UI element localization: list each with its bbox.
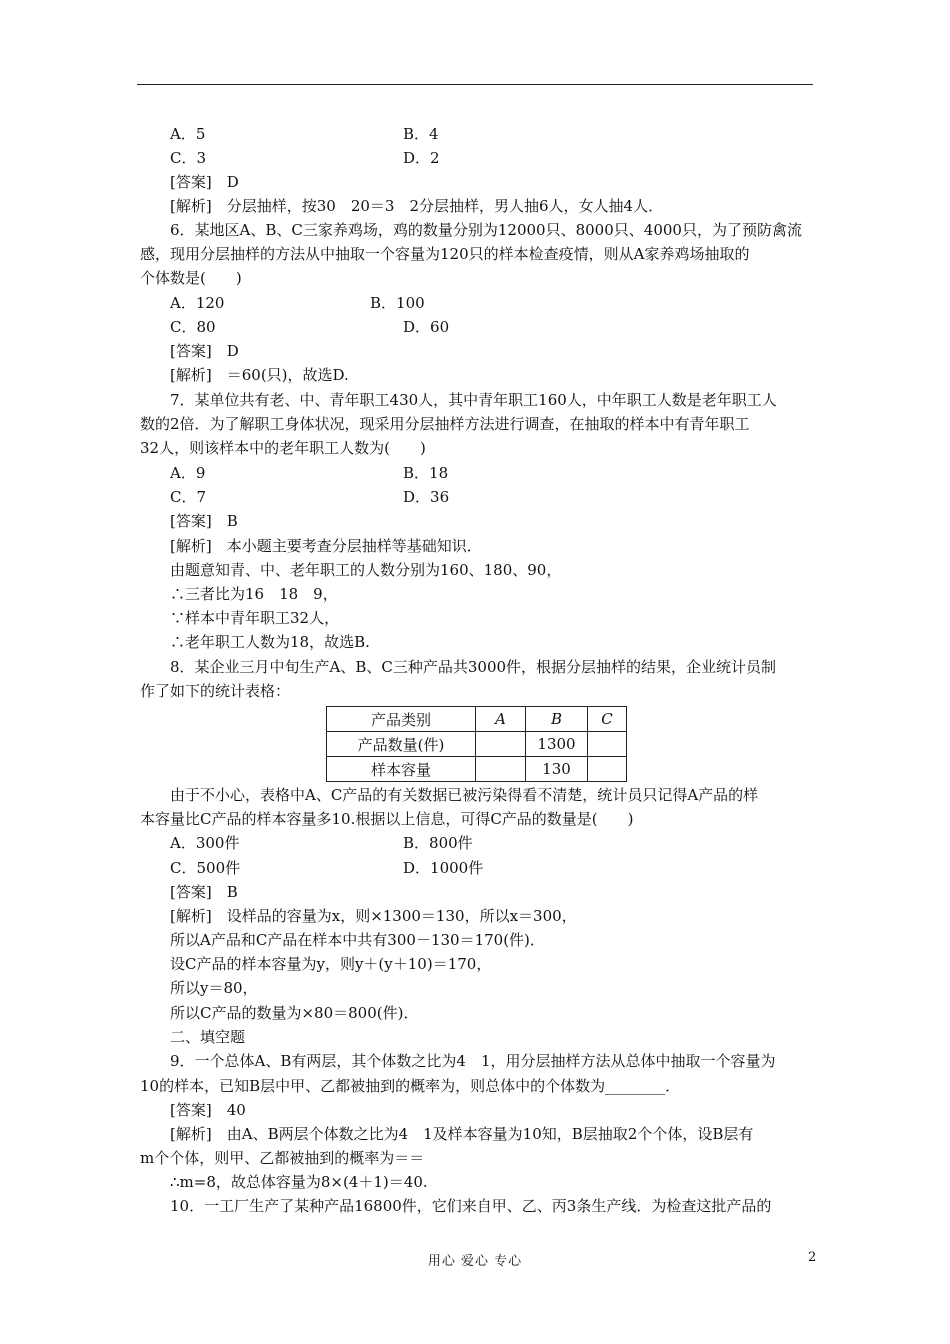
q7-solution-line-3: ∵样本中青年职工32人，: [170, 609, 340, 627]
q5-option-a: A．5: [170, 125, 206, 143]
table-cell: 产品类别: [327, 707, 476, 732]
q8-solution-line-1: 所以A产品和C产品在样本中共有300－130＝170(件)．: [170, 931, 545, 949]
q7-option-d: D．36: [403, 488, 450, 506]
q6-stem-line-3: 个体数是( ): [140, 269, 242, 287]
q10-stem-line-1: 10．一工厂生产了某种产品16800件，它们来自甲、乙、丙3条生产线．为检查这批产品的: [170, 1197, 772, 1215]
q9-stem-line-1: 9．一个总体A、B有两层，其个体数之比为4 1，用分层抽样方法从总体中抽取一个容量为: [170, 1052, 776, 1070]
q6-option-b: B．100: [370, 294, 425, 312]
q7-stem-line-2: 数的2倍．为了解职工身体状况，现采用分层抽样方法进行调查，在抽取的样本中有青年职工: [140, 415, 750, 433]
table-row: [327, 707, 627, 732]
q7-option-a: A．9: [170, 464, 206, 482]
q6-answer: [答案] D: [170, 342, 239, 360]
q7-explanation: [解析] 本小题主要考查分层抽样等基础知识．: [170, 537, 482, 555]
statistics-table: [326, 706, 627, 782]
q7-solution-line-4: ∴老年职工人数为18，故选B.: [170, 633, 370, 651]
q6-stem-line-1: 6．某地区A、B、C三家养鸡场，鸡的数量分别为12000只、8000只、4000只，为了预防禽流: [170, 221, 802, 239]
table-cell: A: [476, 707, 526, 732]
page-number: 2: [808, 1250, 817, 1265]
header-rule: [137, 84, 813, 85]
q7-solution-line-1: 由题意知青、中、老年职工的人数分别为160、180、90，: [170, 561, 562, 579]
table-cell: B: [526, 707, 588, 732]
q8-explanation: [解析] 设样品的容量为x，则×1300＝130，所以x＝300，: [170, 907, 577, 925]
q7-stem-line-3: 32人，则该样本中的老年职工人数为( ): [140, 439, 426, 457]
q6-option-d: D．60: [403, 318, 450, 336]
q8-stem-line-2: 作了如下的统计表格：: [140, 682, 291, 700]
q8-option-b: B．800件: [403, 834, 473, 852]
q8-option-a: A．300件: [170, 834, 240, 852]
table-cell: [476, 732, 526, 757]
table-row: [327, 757, 627, 782]
table-cell: [476, 757, 526, 782]
table-cell: 样本容量: [327, 757, 476, 782]
q8-solution-line-4: 所以C产品的数量为×80＝800(件)．: [170, 1004, 419, 1022]
q6-stem-line-2: 感，现用分层抽样的方法从中抽取一个容量为120只的样本检查疫情，则从A家养鸡场抽取的: [140, 245, 750, 263]
table-cell: 1300: [526, 732, 588, 757]
table-row: [327, 732, 627, 757]
q9-solution-line-2: ∴m=8，故总体容量为8×(4＋1)＝40.: [170, 1173, 428, 1191]
q8-stem-line-1: 8．某企业三月中旬生产A、B、C三种产品共3000件，根据分层抽样的结果，企业统计员制: [170, 658, 777, 676]
q9-solution-line-1: m个个体，则甲、乙都被抽到的概率为＝＝: [140, 1149, 425, 1167]
q5-option-d: D．2: [403, 149, 440, 167]
table-cell: 130: [526, 757, 588, 782]
q5-option-c: C．3: [170, 149, 207, 167]
table-cell: [588, 757, 627, 782]
q9-stem-line-2: 10的样本，已知B层中甲、乙都被抽到的概率为，则总体中的个体数为________．: [140, 1077, 681, 1095]
q7-answer: [答案] B: [170, 512, 238, 530]
q7-option-c: C．7: [170, 488, 207, 506]
q8-text-line-2: 本容量比C产品的样本容量多10.根据以上信息，可得C产品的数量是( ): [140, 810, 634, 828]
section-heading: 二、填空题: [170, 1028, 246, 1046]
q9-explanation: [解析] 由A、B两层个体数之比为4 1及样本容量为10知，B层抽取2个个体，设B层有: [170, 1125, 754, 1143]
table-cell: C: [588, 707, 627, 732]
q6-explanation: [解析] ＝60(只)，故选D.: [170, 366, 349, 384]
q8-text-line-1: 由于不小心，表格中A、C产品的有关数据已被污染得看不清楚，统计员只记得A产品的样: [170, 786, 759, 804]
q7-option-b: B．18: [403, 464, 449, 482]
q5-answer: [答案] D: [170, 173, 239, 191]
table-cell: [588, 732, 627, 757]
q6-option-a: A．120: [170, 294, 225, 312]
table-cell: 产品数量(件): [327, 732, 476, 757]
q8-option-d: D．1000件: [403, 859, 484, 877]
q8-option-c: C．500件: [170, 859, 241, 877]
q7-stem-line-1: 7．某单位共有老、中、青年职工430人，其中青年职工160人，中年职工人数是老年职工人: [170, 391, 777, 409]
q9-answer: [答案] 40: [170, 1101, 246, 1119]
q7-solution-line-2: ∴三者比为16 18 9，: [170, 585, 338, 603]
q5-option-b: B．4: [403, 125, 439, 143]
q5-explanation: [解析] 分层抽样，按30 20＝3 2分层抽样，男人抽6人，女人抽4人．: [170, 197, 664, 215]
q8-answer: [答案] B: [170, 883, 238, 901]
page-footer: 用心 爱心 专心: [427, 1254, 523, 1269]
q6-option-c: C．80: [170, 318, 216, 336]
q8-solution-line-3: 所以y＝80，: [170, 979, 258, 997]
q8-solution-line-2: 设C产品的样本容量为y，则y＋(y＋10)＝170，: [170, 955, 492, 973]
